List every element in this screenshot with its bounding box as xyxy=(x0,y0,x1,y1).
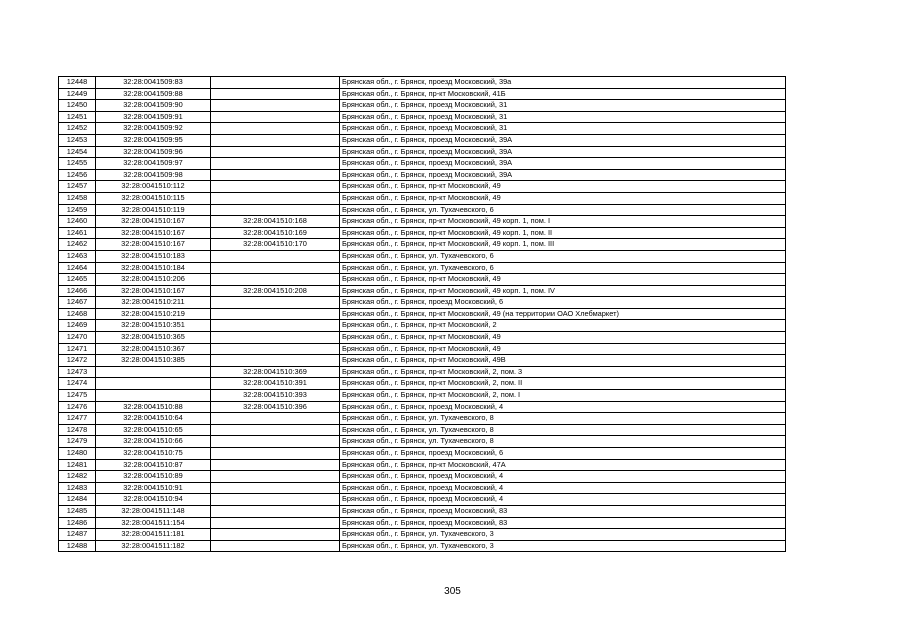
address-cell: Брянская обл., г. Брянск, проезд Московский, 6 xyxy=(340,448,786,460)
row-number-cell: 12487 xyxy=(59,529,96,541)
table-row xyxy=(59,540,786,552)
row-number-cell: 12455 xyxy=(59,158,96,170)
property-registry-table xyxy=(58,76,786,552)
row-number-cell: 12484 xyxy=(59,494,96,506)
cadastral-number-cell: 32:28:0041510:365 xyxy=(96,332,211,344)
table-row xyxy=(59,158,786,170)
sub-cadastral-number-cell xyxy=(211,77,340,89)
cadastral-number-cell: 32:28:0041510:211 xyxy=(96,297,211,309)
sub-cadastral-number-cell xyxy=(211,297,340,309)
row-number-cell: 12457 xyxy=(59,181,96,193)
cadastral-number-cell: 32:28:0041510:351 xyxy=(96,320,211,332)
table-row xyxy=(59,181,786,193)
table-row xyxy=(59,227,786,239)
row-number-cell: 12464 xyxy=(59,262,96,274)
address-cell: Брянская обл., г. Брянск, пр-кт Московский, 47А xyxy=(340,459,786,471)
cadastral-number-cell: 32:28:0041510:91 xyxy=(96,482,211,494)
address-cell: Брянская обл., г. Брянск, ул. Тухачевского, 3 xyxy=(340,540,786,552)
cadastral-number-cell: 32:28:0041510:219 xyxy=(96,308,211,320)
table-row xyxy=(59,239,786,251)
address-cell: Брянская обл., г. Брянск, ул. Тухачевского, 3 xyxy=(340,529,786,541)
sub-cadastral-number-cell: 32:28:0041510:170 xyxy=(211,239,340,251)
table-row xyxy=(59,436,786,448)
table-row xyxy=(59,482,786,494)
address-cell: Брянская обл., г. Брянск, проезд Московский, 31 xyxy=(340,111,786,123)
row-number-cell: 12449 xyxy=(59,88,96,100)
row-number-cell: 12474 xyxy=(59,378,96,390)
sub-cadastral-number-cell: 32:28:0041510:168 xyxy=(211,216,340,228)
address-cell: Брянская обл., г. Брянск, проезд Московский, 6 xyxy=(340,297,786,309)
table-row xyxy=(59,111,786,123)
table-row xyxy=(59,332,786,344)
sub-cadastral-number-cell xyxy=(211,274,340,286)
address-cell: Брянская обл., г. Брянск, пр-кт Московский, 49 (на территории ОАО Хлебмаркет) xyxy=(340,308,786,320)
sub-cadastral-number-cell xyxy=(211,146,340,158)
sub-cadastral-number-cell: 32:28:0041510:396 xyxy=(211,401,340,413)
row-number-cell: 12471 xyxy=(59,343,96,355)
row-number-cell: 12463 xyxy=(59,250,96,262)
cadastral-number-cell xyxy=(96,390,211,402)
cadastral-number-cell: 32:28:0041510:88 xyxy=(96,401,211,413)
address-cell: Брянская обл., г. Брянск, пр-кт Московский, 49 корп. 1, пом. III xyxy=(340,239,786,251)
sub-cadastral-number-cell xyxy=(211,158,340,170)
sub-cadastral-number-cell xyxy=(211,332,340,344)
cadastral-number-cell: 32:28:0041510:206 xyxy=(96,274,211,286)
table-row xyxy=(59,204,786,216)
cadastral-number-cell: 32:28:0041511:154 xyxy=(96,517,211,529)
table-row xyxy=(59,343,786,355)
address-cell: Брянская обл., г. Брянск, проезд Московский, 39А xyxy=(340,146,786,158)
address-cell: Брянская обл., г. Брянск, проезд Московский, 31 xyxy=(340,123,786,135)
row-number-cell: 12476 xyxy=(59,401,96,413)
table-row xyxy=(59,366,786,378)
cadastral-number-cell: 32:28:0041510:167 xyxy=(96,227,211,239)
address-cell: Брянская обл., г. Брянск, ул. Тухачевского, 6 xyxy=(340,250,786,262)
cadastral-number-cell: 32:28:0041509:83 xyxy=(96,77,211,89)
sub-cadastral-number-cell xyxy=(211,482,340,494)
cadastral-number-cell: 32:28:0041510:385 xyxy=(96,355,211,367)
cadastral-number-cell: 32:28:0041511:181 xyxy=(96,529,211,541)
sub-cadastral-number-cell xyxy=(211,436,340,448)
table-row xyxy=(59,401,786,413)
address-cell: Брянская обл., г. Брянск, проезд Московский, 31 xyxy=(340,100,786,112)
table-row xyxy=(59,250,786,262)
sub-cadastral-number-cell xyxy=(211,413,340,425)
cadastral-number-cell: 32:28:0041510:66 xyxy=(96,436,211,448)
table-row xyxy=(59,146,786,158)
row-number-cell: 12448 xyxy=(59,77,96,89)
table-row xyxy=(59,320,786,332)
address-cell: Брянская обл., г. Брянск, пр-кт Московский, 2 xyxy=(340,320,786,332)
sub-cadastral-number-cell xyxy=(211,517,340,529)
table-row xyxy=(59,134,786,146)
sub-cadastral-number-cell: 32:28:0041510:391 xyxy=(211,378,340,390)
address-cell: Брянская обл., г. Брянск, пр-кт Московский, 49 xyxy=(340,332,786,344)
row-number-cell: 12479 xyxy=(59,436,96,448)
row-number-cell: 12454 xyxy=(59,146,96,158)
cadastral-number-cell: 32:28:0041511:182 xyxy=(96,540,211,552)
table-row xyxy=(59,297,786,309)
cadastral-number-cell: 32:28:0041511:148 xyxy=(96,505,211,517)
sub-cadastral-number-cell xyxy=(211,134,340,146)
sub-cadastral-number-cell xyxy=(211,111,340,123)
row-number-cell: 12467 xyxy=(59,297,96,309)
sub-cadastral-number-cell xyxy=(211,262,340,274)
address-cell: Брянская обл., г. Брянск, пр-кт Московский, 49 корп. 1, пом. IV xyxy=(340,285,786,297)
row-number-cell: 12469 xyxy=(59,320,96,332)
table-row xyxy=(59,88,786,100)
sub-cadastral-number-cell xyxy=(211,88,340,100)
row-number-cell: 12485 xyxy=(59,505,96,517)
cadastral-number-cell: 32:28:0041509:95 xyxy=(96,134,211,146)
table-row xyxy=(59,262,786,274)
address-cell: Брянская обл., г. Брянск, пр-кт Московский, 2, пом. 3 xyxy=(340,366,786,378)
row-number-cell: 12452 xyxy=(59,123,96,135)
row-number-cell: 12480 xyxy=(59,448,96,460)
row-number-cell: 12461 xyxy=(59,227,96,239)
address-cell: Брянская обл., г. Брянск, проезд Московский, 4 xyxy=(340,471,786,483)
registry-table-body xyxy=(59,77,786,552)
cadastral-number-cell: 32:28:0041510:89 xyxy=(96,471,211,483)
table-row xyxy=(59,100,786,112)
address-cell: Брянская обл., г. Брянск, проезд Московский, 4 xyxy=(340,482,786,494)
address-cell: Брянская обл., г. Брянск, проезд Московский, 4 xyxy=(340,494,786,506)
address-cell: Брянская обл., г. Брянск, ул. Тухачевского, 6 xyxy=(340,262,786,274)
address-cell: Брянская обл., г. Брянск, пр-кт Московский, 49 корп. 1, пом. II xyxy=(340,227,786,239)
row-number-cell: 12460 xyxy=(59,216,96,228)
sub-cadastral-number-cell xyxy=(211,424,340,436)
table-row xyxy=(59,77,786,89)
address-cell: Брянская обл., г. Брянск, проезд Московский, 39А xyxy=(340,134,786,146)
sub-cadastral-number-cell xyxy=(211,505,340,517)
sub-cadastral-number-cell xyxy=(211,169,340,181)
cadastral-number-cell: 32:28:0041510:87 xyxy=(96,459,211,471)
table-row xyxy=(59,413,786,425)
cadastral-number-cell: 32:28:0041510:167 xyxy=(96,239,211,251)
row-number-cell: 12478 xyxy=(59,424,96,436)
address-cell: Брянская обл., г. Брянск, пр-кт Московский, 49 xyxy=(340,181,786,193)
cadastral-number-cell: 32:28:0041510:183 xyxy=(96,250,211,262)
sub-cadastral-number-cell xyxy=(211,448,340,460)
row-number-cell: 12451 xyxy=(59,111,96,123)
sub-cadastral-number-cell xyxy=(211,320,340,332)
table-row xyxy=(59,378,786,390)
address-cell: Брянская обл., г. Брянск, проезд Московский, 4 xyxy=(340,401,786,413)
cadastral-number-cell: 32:28:0041509:92 xyxy=(96,123,211,135)
address-cell: Брянская обл., г. Брянск, пр-кт Московский, 2, пом. I xyxy=(340,390,786,402)
row-number-cell: 12475 xyxy=(59,390,96,402)
table-row xyxy=(59,448,786,460)
table-row xyxy=(59,424,786,436)
cadastral-number-cell: 32:28:0041509:91 xyxy=(96,111,211,123)
sub-cadastral-number-cell xyxy=(211,355,340,367)
row-number-cell: 12477 xyxy=(59,413,96,425)
row-number-cell: 12453 xyxy=(59,134,96,146)
address-cell: Брянская обл., г. Брянск, проезд Московский, 83 xyxy=(340,517,786,529)
cadastral-number-cell xyxy=(96,378,211,390)
row-number-cell: 12488 xyxy=(59,540,96,552)
cadastral-number-cell: 32:28:0041510:115 xyxy=(96,192,211,204)
table-row xyxy=(59,494,786,506)
address-cell: Брянская обл., г. Брянск, пр-кт Московский, 49 xyxy=(340,192,786,204)
address-cell: Брянская обл., г. Брянск, ул. Тухачевского, 6 xyxy=(340,204,786,216)
table-row xyxy=(59,169,786,181)
page-number: 305 xyxy=(444,586,461,597)
table-row xyxy=(59,505,786,517)
sub-cadastral-number-cell xyxy=(211,192,340,204)
address-cell: Брянская обл., г. Брянск, пр-кт Московский, 49 корп. 1, пом. I xyxy=(340,216,786,228)
row-number-cell: 12465 xyxy=(59,274,96,286)
address-cell: Брянская обл., г. Брянск, ул. Тухачевского, 8 xyxy=(340,424,786,436)
address-cell: Брянская обл., г. Брянск, проезд Московский, 39а xyxy=(340,77,786,89)
table-row xyxy=(59,355,786,367)
table-row xyxy=(59,459,786,471)
row-number-cell: 12481 xyxy=(59,459,96,471)
sub-cadastral-number-cell xyxy=(211,343,340,355)
table-row xyxy=(59,390,786,402)
row-number-cell: 12458 xyxy=(59,192,96,204)
sub-cadastral-number-cell xyxy=(211,250,340,262)
table-row xyxy=(59,308,786,320)
sub-cadastral-number-cell xyxy=(211,204,340,216)
row-number-cell: 12486 xyxy=(59,517,96,529)
cadastral-number-cell: 32:28:0041510:64 xyxy=(96,413,211,425)
address-cell: Брянская обл., г. Брянск, ул. Тухачевского, 8 xyxy=(340,436,786,448)
table-row xyxy=(59,471,786,483)
cadastral-number-cell: 32:28:0041510:65 xyxy=(96,424,211,436)
cadastral-number-cell: 32:28:0041509:88 xyxy=(96,88,211,100)
row-number-cell: 12483 xyxy=(59,482,96,494)
cadastral-number-cell: 32:28:0041509:90 xyxy=(96,100,211,112)
row-number-cell: 12459 xyxy=(59,204,96,216)
cadastral-number-cell: 32:28:0041510:112 xyxy=(96,181,211,193)
row-number-cell: 12473 xyxy=(59,366,96,378)
address-cell: Брянская обл., г. Брянск, пр-кт Московский, 2, пом. II xyxy=(340,378,786,390)
sub-cadastral-number-cell xyxy=(211,529,340,541)
sub-cadastral-number-cell xyxy=(211,494,340,506)
row-number-cell: 12468 xyxy=(59,308,96,320)
row-number-cell: 12456 xyxy=(59,169,96,181)
sub-cadastral-number-cell xyxy=(211,181,340,193)
row-number-cell: 12472 xyxy=(59,355,96,367)
sub-cadastral-number-cell xyxy=(211,459,340,471)
sub-cadastral-number-cell xyxy=(211,540,340,552)
cadastral-number-cell: 32:28:0041509:98 xyxy=(96,169,211,181)
table-row xyxy=(59,216,786,228)
cadastral-number-cell: 32:28:0041510:167 xyxy=(96,216,211,228)
row-number-cell: 12462 xyxy=(59,239,96,251)
cadastral-number-cell: 32:28:0041510:167 xyxy=(96,285,211,297)
sub-cadastral-number-cell: 32:28:0041510:208 xyxy=(211,285,340,297)
cadastral-number-cell: 32:28:0041509:96 xyxy=(96,146,211,158)
address-cell: Брянская обл., г. Брянск, ул. Тухачевского, 8 xyxy=(340,413,786,425)
address-cell: Брянская обл., г. Брянск, пр-кт Московский, 49В xyxy=(340,355,786,367)
sub-cadastral-number-cell: 32:28:0041510:369 xyxy=(211,366,340,378)
sub-cadastral-number-cell xyxy=(211,123,340,135)
table-row xyxy=(59,192,786,204)
cadastral-number-cell: 32:28:0041510:367 xyxy=(96,343,211,355)
table-row xyxy=(59,529,786,541)
row-number-cell: 12482 xyxy=(59,471,96,483)
sub-cadastral-number-cell xyxy=(211,308,340,320)
address-cell: Брянская обл., г. Брянск, проезд Московский, 83 xyxy=(340,505,786,517)
cadastral-number-cell: 32:28:0041510:75 xyxy=(96,448,211,460)
cadastral-number-cell: 32:28:0041510:119 xyxy=(96,204,211,216)
cadastral-number-cell: 32:28:0041510:184 xyxy=(96,262,211,274)
table-row xyxy=(59,285,786,297)
address-cell: Брянская обл., г. Брянск, проезд Московский, 39А xyxy=(340,158,786,170)
row-number-cell: 12470 xyxy=(59,332,96,344)
sub-cadastral-number-cell: 32:28:0041510:169 xyxy=(211,227,340,239)
address-cell: Брянская обл., г. Брянск, пр-кт Московский, 49 xyxy=(340,274,786,286)
address-cell: Брянская обл., г. Брянск, пр-кт Московский, 49 xyxy=(340,343,786,355)
cadastral-number-cell: 32:28:0041510:94 xyxy=(96,494,211,506)
address-cell: Брянская обл., г. Брянск, проезд Московский, 39А xyxy=(340,169,786,181)
row-number-cell: 12466 xyxy=(59,285,96,297)
row-number-cell: 12450 xyxy=(59,100,96,112)
sub-cadastral-number-cell xyxy=(211,100,340,112)
table-row xyxy=(59,123,786,135)
sub-cadastral-number-cell xyxy=(211,471,340,483)
cadastral-number-cell xyxy=(96,366,211,378)
sub-cadastral-number-cell: 32:28:0041510:393 xyxy=(211,390,340,402)
table-row xyxy=(59,517,786,529)
cadastral-number-cell: 32:28:0041509:97 xyxy=(96,158,211,170)
address-cell: Брянская обл., г. Брянск, пр-кт Московский, 41Б xyxy=(340,88,786,100)
table-row xyxy=(59,274,786,286)
